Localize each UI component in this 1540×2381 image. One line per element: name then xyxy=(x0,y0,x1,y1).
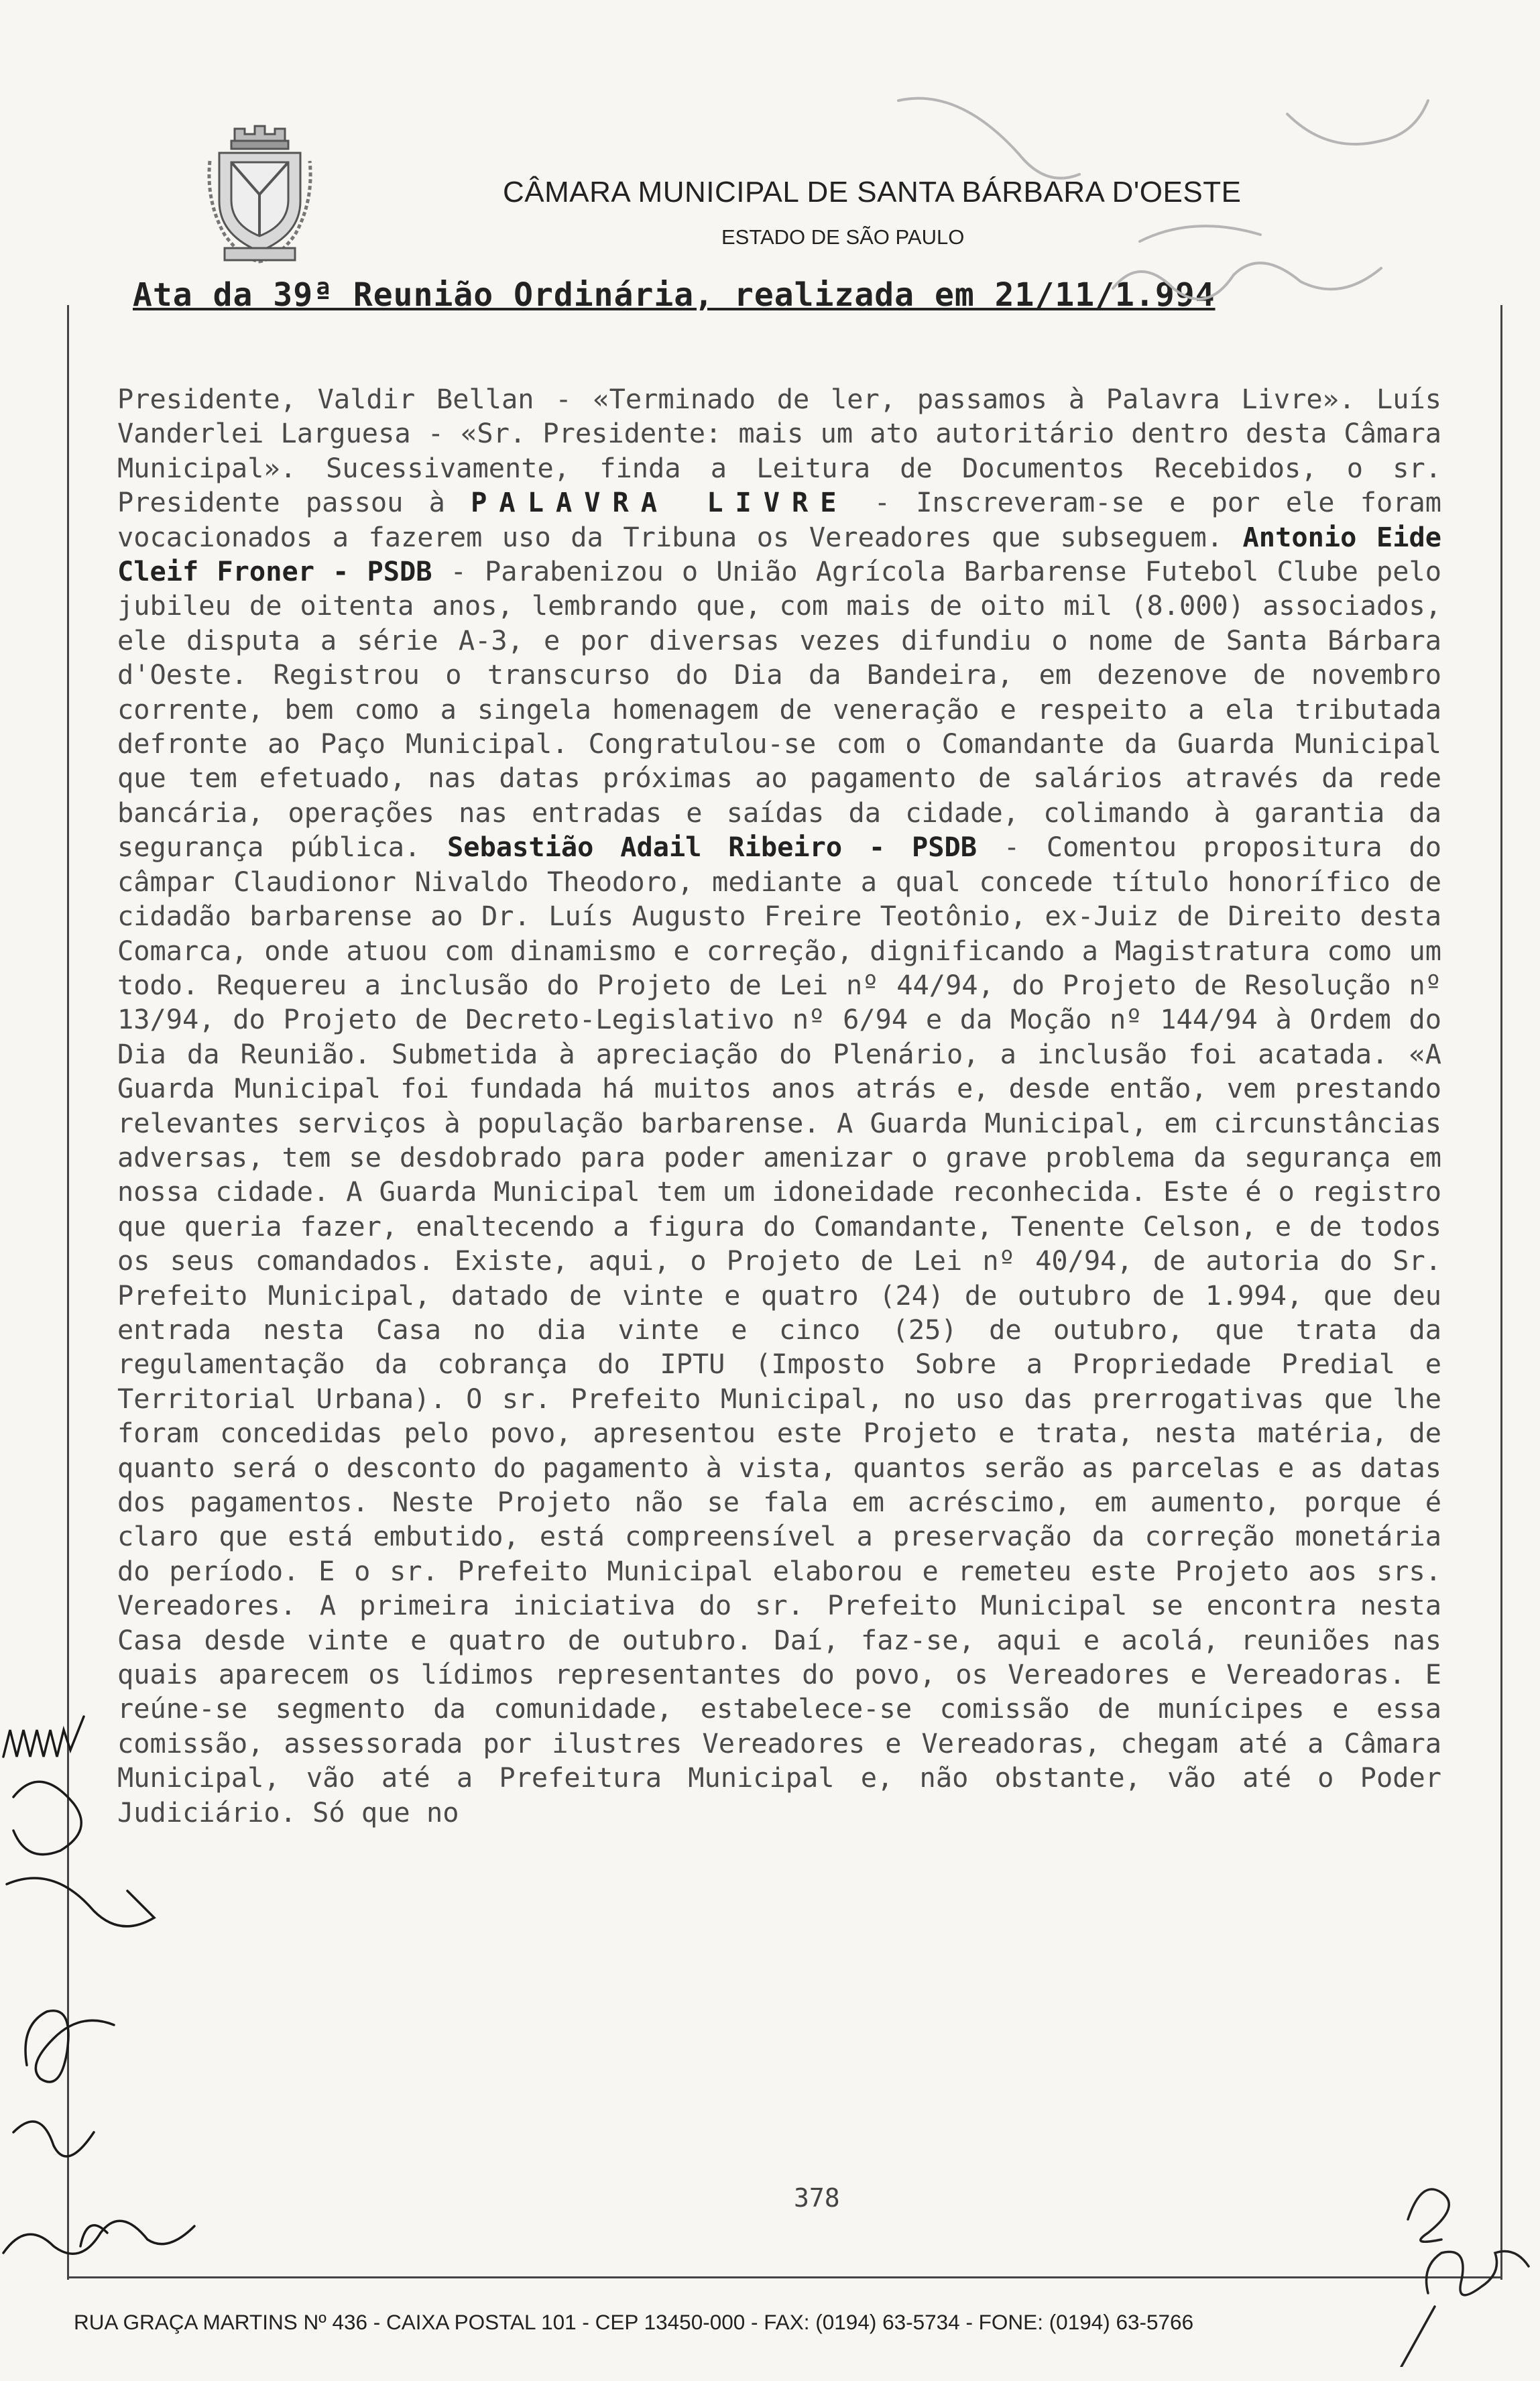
body-paragraph: - Inscreveram-se e por ele foram vocacionados a fazerem uso da Tribuna os Vereadores que subseguem. xyxy=(117,487,1442,553)
institution-state: ESTADO DE SÃO PAULO xyxy=(721,225,965,249)
palavra-livre-heading: PALAVRA LIVRE xyxy=(471,487,849,519)
body-paragraph: - Comentou propositura do câmpar Claudionor Nivaldo Theodoro, mediante a qual concede título honorífico de cidadão barbarense ao Dr. Luís Augusto Freire Teotônio, ex-Juiz de Direito desta Comarca, onde atuou com dinamismo e correção, dignificando a Magistratura como um todo. Requereu a inclusão do Projeto de Lei nº 44/94, do Projeto de Resolução nº 13/94, do Projeto de Decreto-Legislativo nº 6/94 e da Moção nº 144/94 à Ordem do Dia da Reunião. Submetida à apreciação do Plenário, a inclusão foi acatada. «A Guarda Municipal foi fundada há muitos anos atrás e, desde então, vem prestando relevantes serviços à população barbarense. A Guarda Municipal, em circunstâncias adversas, tem se desdobrado para poder amenizar o grave problema da segurança em nossa cidade. A Guarda Municipal tem um idoneidade reconhecida. Este é o registro que queria fazer, enaltecendo a figura do Comandante, Tenente Celson, e de todos os seus comandados. Existe, aqui, o Projeto de Lei nº 40/94, de autoria do Sr. Prefeito Municipal, datado de vinte e quatro (24) de outubro de 1.994, que deu entrada nesta Casa no dia vinte e cinco (25) de outubro, que trata da regulamentação da cobrança do IPTU (Imposto Sobre a Propriedade Predial e Territorial Urbana). O sr. Prefeito Municipal, no uso das prerrogativas que lhe foram concedidas pelo povo, apresentou este Projeto e trata, nesta matéria, de quanto será o desconto do pagamento à vista, quantos serão as parcelas e as datas dos pagamentos. Neste Projeto não se fala em acréscimo, em aumento, porque é claro que está embutido, está compreensível a preservação da correção monetária do período. E o sr. Prefeito Municipal elaborou e remeteu este Projeto aos srs. Vereadores. A primeira iniciativa do sr. Prefeito Municipal se encontra nesta Casa desde vinte e quatro de outubro. Daí, faz-se, aqui e acolá, reuniões nas quais aparecem os lídimos representantes do povo, os Vereadores e Vereadoras. E reúne-se segmento da comunidade, estabelece-se comissão de munícipes e essa comissão, assessorada por ilustres Vereadores e Vereadoras, chegam até a Câmara Municipal, vão até a Prefeitura Municipal e, não obstante, vão até o Poder Judiciário. Só que no xyxy=(117,831,1441,1828)
body-paragraph: - Parabenizou o União Agrícola Barbarense Futebol Clube pelo jubileu de oitenta anos, lembrando que, com mais de oito mil (8.000) associados, ele disputa a série A-3, e por diversas vezes difundiu o nome de Santa Bárbara d'Oeste. Registrou o transcurso do Dia da Bandeira, em dezenove de novembro corrente, bem como a singela homenagem de veneração e respeito a ela tributada defronte ao Paço Municipal. Congratulou-se com o Comandante da Guarda Municipal que tem efetuado, nas datas próximas ao pagamento de salários através da rede bancária, operações nas entradas e saídas da cidade, colimando à garantia da segurança pública. xyxy=(117,556,1441,864)
speaker-name: Antonio Eide Cleif Froner - PSDB xyxy=(117,521,1441,588)
footer-address: RUA GRAÇA MARTINS Nº 436 - CAIXA POSTAL 101 - CEP 13450-000 - FAX: (0194) 63-5734 - FONE: (0194) 63-5766 xyxy=(74,2310,1194,2334)
page-frame-bottom xyxy=(67,2276,1502,2278)
institution-name: CÂMARA MUNICIPAL DE SANTA BÁRBARA D'OESTE xyxy=(503,176,1242,209)
body-paragraph: Presidente, Valdir Bellan - «Terminado de ler, passamos à Palavra Livre». Luís Vanderlei Larguesa - «Sr. Presidente: mais um ato autoritário dentro desta Câmara Municipal». Sucessivamente, finda a Leitura de Documentos Recebidos, o sr. Presidente passou à xyxy=(117,384,1441,519)
speaker-name: Sebastião Adail Ribeiro - PSDB xyxy=(447,831,978,864)
document-title: Ata da 39ª Reunião Ordinária, realizada em 21/11/1.994 xyxy=(133,276,1216,314)
page-frame-right xyxy=(1500,305,1502,2280)
page-number: 378 xyxy=(794,2183,840,2213)
minutes-body-text xyxy=(117,382,1441,1830)
municipal-coat-of-arms-icon xyxy=(204,121,315,265)
margin-signatures-icon xyxy=(0,1663,201,2280)
corner-signature-icon xyxy=(1381,2139,1540,2367)
header-signatures-icon xyxy=(858,74,1462,369)
